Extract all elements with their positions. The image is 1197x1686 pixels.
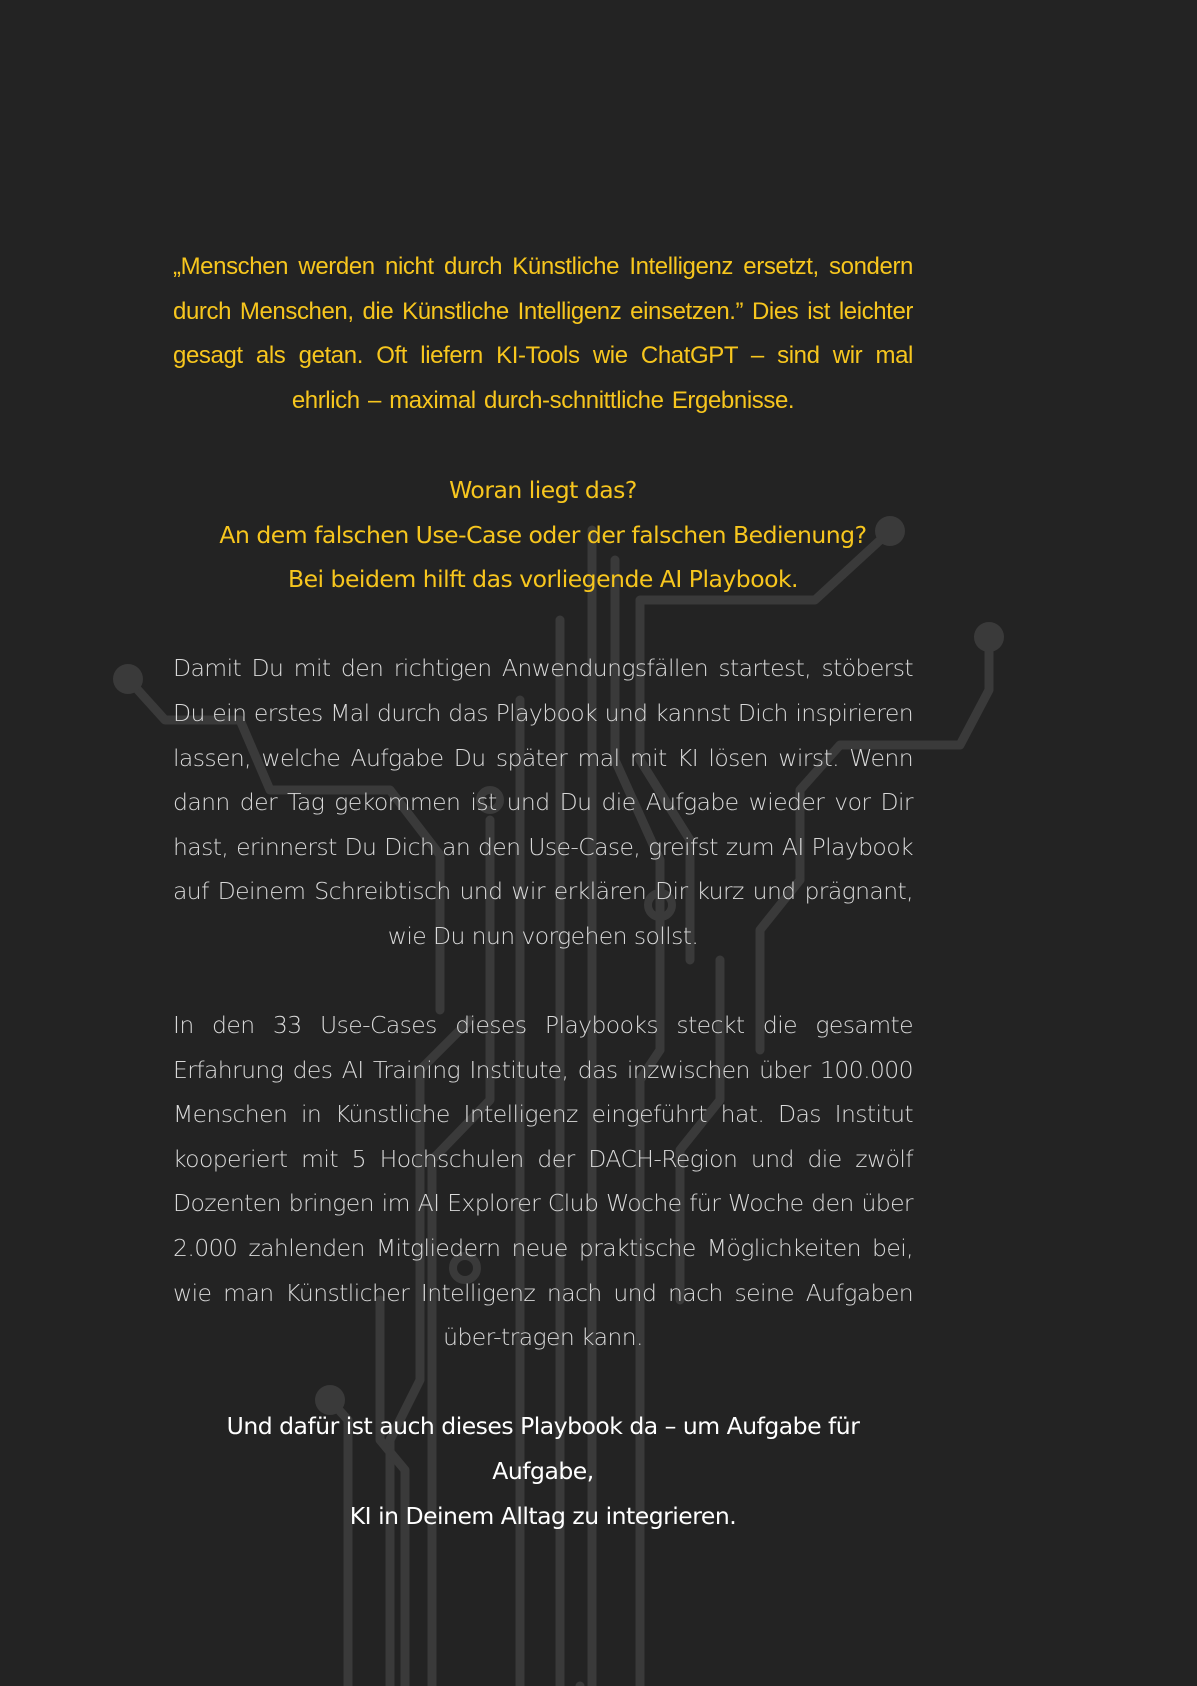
foreword-content — [173, 245, 913, 1538]
closing-line: Und dafür ist auch dieses Playbook da – um Aufgabe für Aufgabe, — [226, 1412, 860, 1486]
body-paragraph-1: Damit Du mit den richtigen Anwendungsfällen startest, stöberst Du ein erstes Mal durch das Playbook und kannst Dich inspirieren lassen, welche Aufgabe Du später mal mit KI lösen wirst. Wenn dann der Tag gekommen ist und Du die Aufgabe wieder vor Dir hast, erinnerst Du Dich an den Use-Case, greifst zum AI Playbook auf Deinem Schreibtisch und wir erklären Dir kurz und prägnant, wie Du nun vorgehen sollst. — [173, 654, 913, 950]
question-block — [173, 468, 913, 602]
question-line: Woran liegt das? — [449, 475, 637, 504]
intro-quote: „Menschen werden nicht durch Künstliche Intelligenz ersetzt, sondern durch Menschen, die Künstliche Intelligenz einsetzen.” Dies ist leichter gesagt als getan. Oft liefern KI-Tools wie ChatGPT – sind wir mal ehrlich – maximal durch-schnittliche Ergebnisse. — [173, 253, 913, 414]
closing-statement — [173, 1404, 913, 1538]
question-line: An dem falschen Use-Case oder der falschen Bedienung? — [219, 520, 867, 549]
closing-line: KI in Deinem Alltag zu integrieren. — [349, 1501, 737, 1530]
question-line: Bei beidem hilft das vorliegende AI Playbook. — [287, 565, 799, 594]
body-paragraph-2: In den 33 Use-Cases dieses Playbooks steckt die gesamte Erfahrung des AI Training Institute, das inzwischen über 100.000 Menschen in Künstliche Intelligenz eingeführt hat. Das Institut kooperiert mit 5 Hochschulen der DACH-Region und die zwölf Dozenten bringen im AI Explorer Club Woche für Woche den über 2.000 zahlenden Mitgliedern neue praktische Möglichkeiten bei, wie man Künstlicher Intelligenz nach und nach seine Aufgaben über-tragen kann. — [173, 1011, 913, 1352]
